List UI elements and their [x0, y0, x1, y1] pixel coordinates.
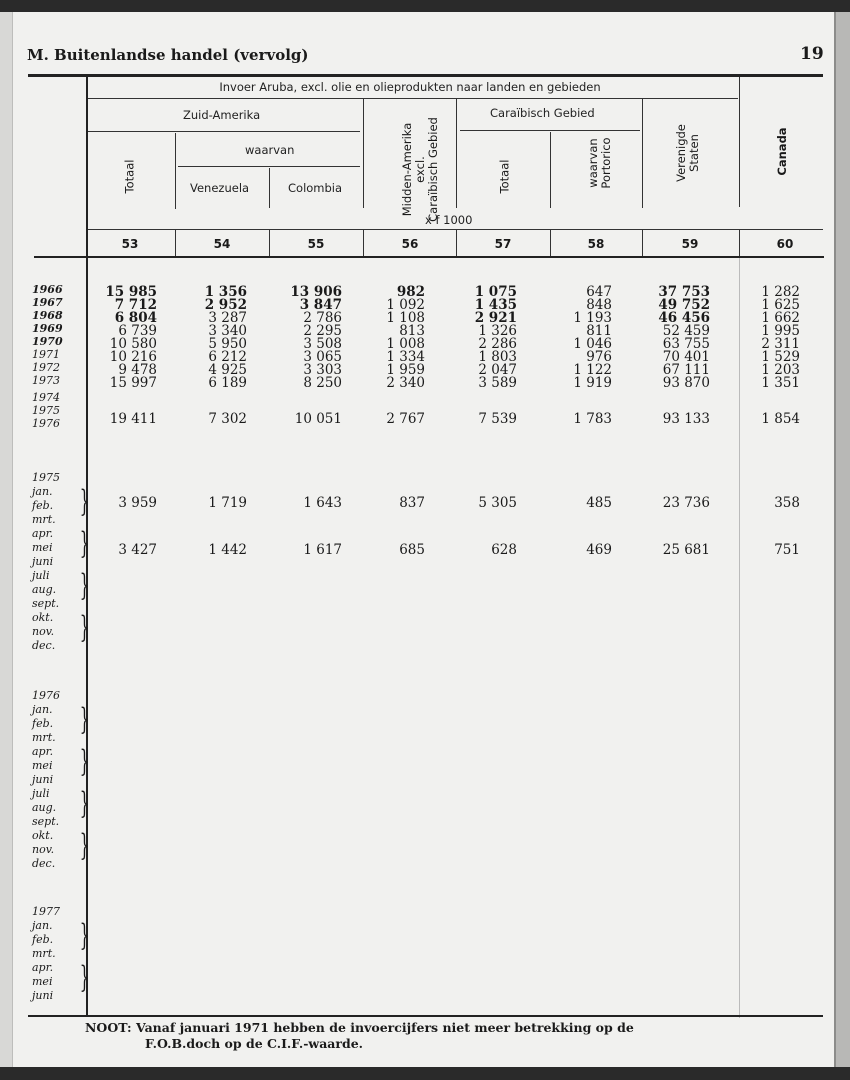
- stub-year: 1976: [32, 417, 60, 430]
- cell: 13 906: [290, 284, 342, 300]
- stub-year: 1975: [32, 471, 60, 484]
- cell: 1 092: [386, 297, 425, 313]
- cell: 2 286: [478, 336, 517, 352]
- cell: 3 303: [303, 362, 342, 378]
- stub-year: 1974: [32, 391, 60, 404]
- stub-year: 1967: [32, 296, 63, 309]
- col-divider-faint: [739, 258, 740, 1018]
- cell: 6 739: [118, 323, 157, 339]
- stub-month: aug.: [32, 583, 57, 596]
- cell: 2 786: [303, 310, 342, 326]
- stub-month: mei: [32, 759, 53, 772]
- cell: 1 435: [474, 297, 517, 313]
- stub-year: 1971: [32, 348, 60, 361]
- col-54-label: Venezuela: [190, 181, 250, 195]
- cell: 37 753: [658, 284, 710, 300]
- cell: 7 539: [478, 411, 517, 427]
- cell: 685: [399, 542, 425, 558]
- col-num-54: 54: [213, 237, 231, 251]
- col-num-60: 60: [776, 237, 794, 251]
- stub-year: 1970: [32, 335, 63, 348]
- stub-month: nov.: [32, 843, 55, 856]
- cell: 982: [396, 284, 425, 300]
- stub-month: sept.: [32, 815, 60, 828]
- col-divider: [550, 230, 551, 256]
- stub-year: 1977: [32, 905, 60, 918]
- scan-left-edge: [0, 12, 13, 1067]
- col-58-line: waarvan: [586, 138, 600, 188]
- col-59-line: Staten: [687, 134, 701, 172]
- quarter-brace-icon: }: [79, 526, 90, 561]
- col-56-label: [401, 112, 440, 227]
- cell: 751: [774, 542, 800, 558]
- cell: 1 334: [386, 349, 425, 365]
- cell: 813: [399, 323, 425, 339]
- cell: 15 997: [109, 375, 157, 391]
- cell: 1 959: [386, 362, 425, 378]
- stub-month: dec.: [32, 639, 56, 652]
- stub-month: juli: [32, 787, 50, 800]
- stub-year: 1969: [32, 322, 63, 335]
- cell: 1 326: [478, 323, 517, 339]
- cell: 25 681: [662, 542, 710, 558]
- stub-month: apr.: [32, 961, 54, 974]
- cell: 1 662: [761, 310, 800, 326]
- page-number: 19: [800, 44, 824, 64]
- scan-right-edge: [834, 12, 850, 1067]
- col-divider: [363, 98, 364, 208]
- cell: 1 919: [573, 375, 612, 391]
- cell: 93 870: [662, 375, 710, 391]
- cell: 7 712: [114, 297, 157, 313]
- col-58-label: [587, 118, 613, 208]
- cell: 647: [586, 284, 612, 300]
- quarter-brace-icon: }: [79, 610, 90, 645]
- stub-month: feb.: [32, 933, 54, 946]
- cell: 1 193: [573, 310, 612, 326]
- cell: 2 295: [303, 323, 342, 339]
- stub-month: juli: [32, 569, 50, 582]
- col-num-59: 59: [681, 237, 699, 251]
- col-53-label: Totaal: [122, 159, 137, 194]
- col-59-line: Verenigde: [674, 124, 688, 182]
- cell: 3 427: [118, 542, 157, 558]
- stub-year: 1976: [32, 689, 60, 702]
- cell: 2 952: [204, 297, 247, 313]
- cell: 67 111: [662, 362, 710, 378]
- stub-year: 1972: [32, 361, 60, 374]
- cell: 49 752: [658, 297, 710, 313]
- cell: 3 287: [208, 310, 247, 326]
- cell: 1 282: [761, 284, 800, 300]
- col-divider: [550, 132, 551, 208]
- col-num-57: 57: [494, 237, 512, 251]
- cell: 1 783: [573, 411, 612, 427]
- top-rule: [28, 74, 823, 77]
- footnote: [85, 1020, 634, 1052]
- stub-month: okt.: [32, 829, 54, 842]
- section-title: M. Buitenlandse handel (vervolg): [27, 46, 309, 64]
- cell: 63 755: [662, 336, 710, 352]
- cell: 1 529: [761, 349, 800, 365]
- cell: 1 625: [761, 297, 800, 313]
- cell: 3 847: [299, 297, 342, 313]
- bottom-rule: [28, 1015, 823, 1017]
- cell: 23 736: [662, 495, 710, 511]
- cell: 811: [586, 323, 612, 339]
- scan-bottom-edge: [0, 1067, 850, 1080]
- cell: 3 065: [303, 349, 342, 365]
- cell: 2 921: [474, 310, 517, 326]
- cell: 358: [774, 495, 800, 511]
- stub-year: 1966: [32, 283, 63, 296]
- cell: 46 456: [658, 310, 710, 326]
- stub-month: mrt.: [32, 947, 56, 960]
- cell: 10 216: [109, 349, 157, 365]
- cell: 1 719: [208, 495, 247, 511]
- col-divider: [739, 230, 740, 256]
- cell: 70 401: [662, 349, 710, 365]
- cell: 3 959: [118, 495, 157, 511]
- stub-month: aug.: [32, 801, 57, 814]
- cell: 6 212: [208, 349, 247, 365]
- stub-month: jan.: [32, 919, 53, 932]
- stub-month: feb.: [32, 499, 54, 512]
- stub-month: nov.: [32, 625, 55, 638]
- cell: 93 133: [662, 411, 710, 427]
- cell: 3 508: [303, 336, 342, 352]
- cell: 1 356: [204, 284, 247, 300]
- col-56-line: Caraïbisch Gebied: [426, 117, 440, 222]
- col-55-label: Colombia: [288, 181, 343, 195]
- cell: 10 580: [109, 336, 157, 352]
- header-rule: [178, 166, 360, 167]
- quarter-brace-icon: }: [79, 568, 90, 603]
- stub-month: dec.: [32, 857, 56, 870]
- cell: 1 643: [303, 495, 342, 511]
- stub-month: jan.: [32, 485, 53, 498]
- col-divider: [642, 98, 643, 208]
- stub-year: 1968: [32, 309, 63, 322]
- cell: 1 203: [761, 362, 800, 378]
- cell: 6 804: [114, 310, 157, 326]
- stub-year: 1975: [32, 404, 60, 417]
- cell: 1 854: [761, 411, 800, 427]
- col-57-label: Totaal: [497, 159, 512, 194]
- cell: 2 767: [386, 411, 425, 427]
- cell: 848: [586, 297, 612, 313]
- col-56-line: excl.: [413, 156, 427, 183]
- cell: 976: [586, 349, 612, 365]
- stub-month: juni: [32, 989, 54, 1002]
- cell: 4 925: [208, 362, 247, 378]
- col-58-line: Portorico: [599, 137, 613, 189]
- footnote-line: F.O.B.doch op de C.I.F.-waarde.: [145, 1036, 364, 1051]
- unit-label: x f 1000: [425, 213, 473, 227]
- quarter-brace-icon: }: [79, 702, 90, 737]
- stub-month: mrt.: [32, 513, 56, 526]
- cell: 8 250: [303, 375, 342, 391]
- group-waarvan: waarvan: [245, 143, 295, 157]
- cell: 9 478: [118, 362, 157, 378]
- stub-month: okt.: [32, 611, 54, 624]
- cell: 5 950: [208, 336, 247, 352]
- col-56-line: Midden-Amerika: [400, 122, 414, 217]
- stub-month: mei: [32, 541, 53, 554]
- quarter-brace-icon: }: [79, 484, 90, 519]
- quarter-brace-icon: }: [79, 744, 90, 779]
- col-divider: [175, 133, 176, 209]
- stub-month: apr.: [32, 527, 54, 540]
- group-zuid-amerika: Zuid-Amerika: [183, 108, 261, 122]
- col-divider: [269, 230, 270, 256]
- col-num-58: 58: [587, 237, 605, 251]
- scan-top-edge: [0, 0, 850, 12]
- header-rule: [460, 130, 640, 131]
- col-num-53: 53: [121, 237, 139, 251]
- cell: 6 189: [208, 375, 247, 391]
- cell: 1 803: [478, 349, 517, 365]
- cell: 485: [586, 495, 612, 511]
- cell: 2 047: [478, 362, 517, 378]
- stub-month: juni: [32, 555, 54, 568]
- quarter-brace-icon: }: [79, 786, 90, 821]
- col-num-55: 55: [307, 237, 325, 251]
- quarter-brace-icon: }: [79, 918, 90, 953]
- col-60-label: Canada: [775, 127, 789, 176]
- cell: 10 051: [294, 411, 342, 427]
- stub-year: 1973: [32, 374, 60, 387]
- footnote-line: NOOT: Vanaf januari 1971 hebben de invoercijfers niet meer betrekking op de: [85, 1020, 634, 1035]
- col-divider: [456, 230, 457, 256]
- cell: 3 340: [208, 323, 247, 339]
- stub-month: jan.: [32, 703, 53, 716]
- stub-month: feb.: [32, 717, 54, 730]
- col-divider: [269, 168, 270, 208]
- cell: 1 075: [474, 284, 517, 300]
- header-bottom-rule: [34, 256, 824, 258]
- cell: 1 108: [386, 310, 425, 326]
- quarter-brace-icon: }: [79, 960, 90, 995]
- col-divider: [739, 77, 740, 207]
- header-rule: [88, 98, 738, 99]
- col-divider: [363, 230, 364, 256]
- cell: 19 411: [109, 411, 157, 427]
- cell: 1 122: [573, 362, 612, 378]
- col-divider: [456, 98, 457, 208]
- cell: 1 046: [573, 336, 612, 352]
- cell: 1 617: [303, 542, 342, 558]
- col-divider: [642, 230, 643, 256]
- cell: 15 985: [105, 284, 157, 300]
- cell: 2 311: [761, 336, 800, 352]
- stub-month: sept.: [32, 597, 60, 610]
- col-59-label: [675, 113, 701, 193]
- main-header: Invoer Aruba, excl. olie en olieprodukten naar landen en gebieden: [219, 80, 601, 94]
- col-divider: [175, 230, 176, 256]
- cell: 628: [491, 542, 517, 558]
- stub-month: juni: [32, 773, 54, 786]
- stub-month: apr.: [32, 745, 54, 758]
- cell: 52 459: [662, 323, 710, 339]
- cell: 1 995: [761, 323, 800, 339]
- cell: 837: [399, 495, 425, 511]
- quarter-brace-icon: }: [79, 828, 90, 863]
- cell: 1 442: [208, 542, 247, 558]
- cell: 7 302: [208, 411, 247, 427]
- col-num-56: 56: [401, 237, 419, 251]
- cell: 5 305: [478, 495, 517, 511]
- group-caraibisch: Caraïbisch Gebied: [490, 106, 595, 120]
- cell: 2 340: [386, 375, 425, 391]
- cell: 1 351: [761, 375, 800, 391]
- cell: 3 589: [478, 375, 517, 391]
- stub-month: mei: [32, 975, 53, 988]
- stub-month: mrt.: [32, 731, 56, 744]
- cell: 1 008: [386, 336, 425, 352]
- cell: 469: [586, 542, 612, 558]
